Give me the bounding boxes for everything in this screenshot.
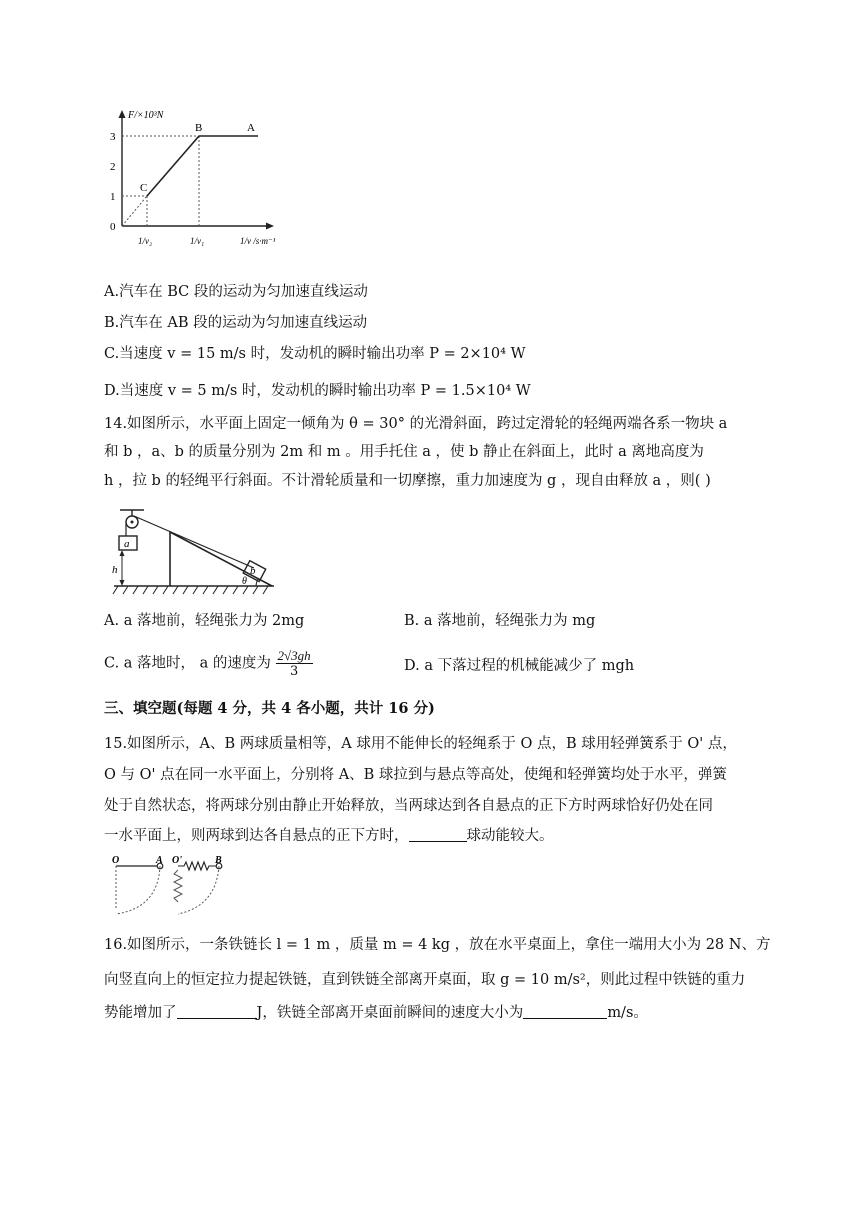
fraction-numerator: 2√3gh: [277, 648, 311, 663]
y-tick-0: 0: [110, 221, 116, 233]
q16-speed-blank[interactable]: [523, 1004, 607, 1019]
height-label: h: [112, 564, 118, 576]
q16-line-1: 16.如图所示，一条铁链长 l = 1 m ，质量 m = 4 kg ，放在水平桌面上，拿住一端用大小为 28 N、方: [104, 937, 771, 953]
block-a-label: a: [124, 538, 130, 550]
q15-line-4-prefix: 一水平面上，则两球到达各自悬点的正下方时，: [104, 828, 409, 844]
section-3-title: 三、填空题(每题 4 分，共 4 各小题，共计 16 分): [104, 700, 435, 717]
label-c: C: [140, 182, 148, 194]
point-a-label: A: [156, 855, 163, 866]
x-tick-v2: 1/v₂: [138, 236, 153, 246]
q16-line-3-suffix: m/s。: [607, 1005, 648, 1021]
q13-option-b: B.汽车在 AB 段的运动为匀加速直线运动: [104, 315, 368, 331]
incline-pulley-figure: [108, 502, 278, 598]
q16-line-3-prefix: 势能增加了: [104, 1005, 177, 1021]
q14-line-1: 14.如图所示，水平面上固定一倾角为 θ = 30° 的光滑斜面，跨过定滑轮的轻绳两端各系一物块 a: [104, 416, 728, 432]
force-velocity-graph: [100, 104, 290, 264]
point-o-prime-label: O': [172, 855, 182, 866]
q14-option-d: D. a 下落过程的机械能减少了 mgh: [404, 658, 635, 674]
q15-line-1: 15.如图所示，A、B 两球质量相等，A 球用不能伸长的轻绳系于 O 点，B 球用轻弹簧系于 O' 点，: [104, 736, 737, 752]
q16-energy-blank[interactable]: [177, 1004, 257, 1019]
q14-line-2: 和 b ，a、b 的质量分别为 2m 和 m 。用手托住 a ，使 b 静止在斜面上，此时 a 离地高度为: [104, 444, 704, 460]
q13-option-c: C.当速度 v = 15 m/s 时，发动机的瞬时输出功率 P = 2×10⁴ W: [104, 346, 526, 362]
x-axis-label: 1/v /s·m⁻¹: [240, 236, 276, 246]
q14-option-b: B. a 落地前，轻绳张力为 mg: [404, 613, 596, 629]
y-axis-label: F/×10³N: [128, 110, 164, 121]
q15-line-4: [104, 826, 554, 846]
y-tick-3: 3: [110, 131, 116, 143]
block-b-label: b: [250, 565, 256, 577]
point-o-label: O: [112, 855, 120, 866]
segment-cb: [147, 136, 199, 196]
q14-option-a: A. a 落地前，轻绳张力为 2mg: [104, 613, 305, 629]
pendulum-spring-figure: [108, 854, 238, 924]
q15-line-2: O 与 O' 点在同一水平面上，分别将 A、B 球拉到与悬点等高处，使绳和轻弹簧均处于水平，弹簧: [104, 767, 727, 783]
q16-line-3: [104, 1003, 648, 1023]
q15-line-4-suffix: 球动能较大。: [466, 828, 554, 844]
q13-option-d: D.当速度 v = 5 m/s 时，发动机的瞬时输出功率 P = 1.5×10⁴ W: [104, 383, 531, 399]
label-a: A: [247, 122, 255, 134]
q15-line-3: 处于自然状态，将两球分别由静止开始释放，当两球达到各自悬点的正下方时两球恰好仍处在同: [104, 798, 713, 814]
q14-option-c-prefix: C. a 落地时， a 的速度为: [104, 655, 271, 672]
q14-line-3: h ，拉 b 的轻绳平行斜面。不计滑轮质量和一切摩擦，重力加速度为 g ，现自由释放 a ，则( ): [104, 473, 711, 489]
q16-line-2: 向竖直向上的恒定拉力提起铁链，直到铁链全部离开桌面，取 g = 10 m/s²，则此过程中铁链的重力: [104, 972, 746, 988]
fraction-denominator: 3: [289, 664, 299, 679]
y-tick-2: 2: [110, 161, 116, 173]
q15-answer-blank[interactable]: [409, 827, 467, 842]
q14-option-c-fraction: [276, 648, 313, 679]
q14-option-c: [104, 648, 313, 679]
y-tick-1: 1: [110, 191, 116, 203]
angle-label: θ: [242, 576, 247, 587]
q13-option-a: A.汽车在 BC 段的运动为匀加速直线运动: [104, 284, 368, 300]
label-b: B: [195, 122, 203, 134]
x-tick-v1: 1/v₁: [190, 236, 205, 246]
q16-line-3-mid: J，铁链全部离开桌面前瞬间的速度大小为: [256, 1005, 524, 1021]
point-b-label: B: [215, 855, 222, 866]
